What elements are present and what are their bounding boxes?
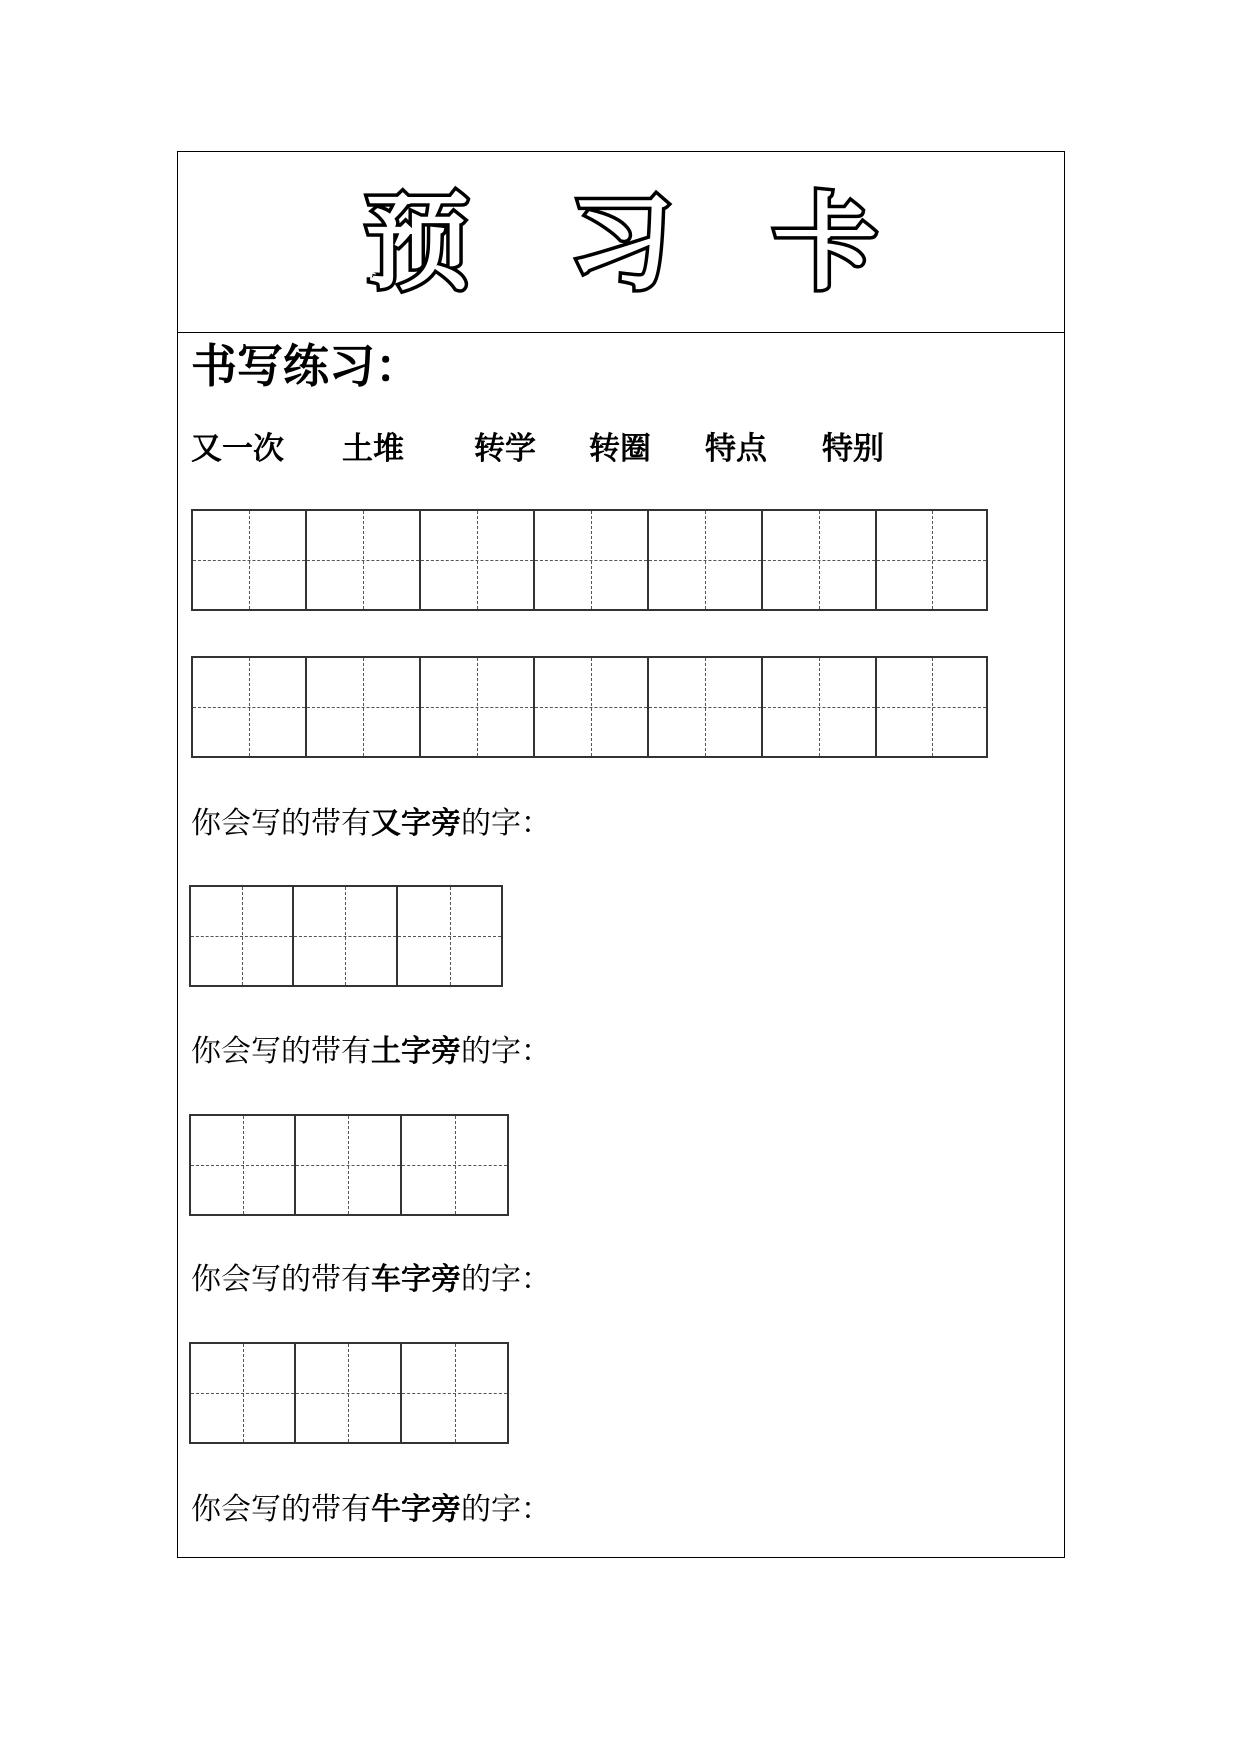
grid-cell[interactable]	[398, 887, 501, 985]
word-1: 又一次	[191, 431, 284, 467]
prompt-suffix: 的字：	[461, 1034, 551, 1069]
prompt-suffix: 的字：	[461, 1262, 551, 1297]
grid-cell[interactable]	[877, 511, 986, 609]
section-title: 书写练习：	[191, 339, 421, 393]
grid-cell[interactable]	[535, 511, 649, 609]
grid-cell[interactable]	[421, 511, 535, 609]
grid-cell[interactable]	[191, 1344, 296, 1442]
grid-cell[interactable]	[877, 658, 986, 756]
prompt-prefix: 你会写的带有	[191, 1034, 371, 1069]
grid-cell[interactable]	[191, 887, 294, 985]
title-char-3: 卡	[773, 181, 878, 304]
radical-grid-1[interactable]	[189, 885, 503, 987]
radical-prompt-3	[191, 1260, 551, 1300]
grid-cell[interactable]	[421, 658, 535, 756]
card-header	[178, 152, 1064, 333]
prompt-suffix: 的字：	[461, 806, 551, 841]
prompt-radical: 牛字旁	[371, 1492, 461, 1527]
word-3: 转学	[474, 431, 536, 467]
grid-cell[interactable]	[294, 887, 398, 985]
radical-prompt-4	[191, 1490, 551, 1530]
prompt-prefix: 你会写的带有	[191, 1262, 371, 1297]
writing-grid-row-2[interactable]	[191, 656, 988, 758]
title-char-1: 预	[364, 181, 469, 304]
prompt-radical: 车字旁	[371, 1262, 461, 1297]
grid-cell[interactable]	[535, 658, 649, 756]
title-char-2: 习	[568, 181, 673, 304]
word-4: 转圈	[589, 431, 651, 467]
grid-cell[interactable]	[649, 658, 763, 756]
prompt-suffix: 的字：	[461, 1492, 551, 1527]
grid-cell[interactable]	[763, 658, 877, 756]
radical-grid-3[interactable]	[189, 1342, 509, 1444]
radical-prompt-2	[191, 1032, 551, 1072]
grid-cell[interactable]	[193, 511, 307, 609]
grid-cell[interactable]	[402, 1116, 507, 1214]
writing-grid-row-1[interactable]	[191, 509, 988, 611]
card-title	[178, 152, 1064, 333]
prompt-radical: 又字旁	[371, 806, 461, 841]
grid-cell[interactable]	[649, 511, 763, 609]
grid-cell[interactable]	[763, 511, 877, 609]
prompt-prefix: 你会写的带有	[191, 806, 371, 841]
prompt-radical: 土字旁	[371, 1034, 461, 1069]
grid-cell[interactable]	[296, 1116, 402, 1214]
grid-cell[interactable]	[307, 511, 421, 609]
preview-card	[177, 151, 1065, 1558]
grid-cell[interactable]	[402, 1344, 507, 1442]
radical-grid-2[interactable]	[189, 1114, 509, 1216]
radical-prompt-1	[191, 804, 551, 844]
grid-cell[interactable]	[296, 1344, 402, 1442]
grid-cell[interactable]	[193, 658, 307, 756]
grid-cell[interactable]	[307, 658, 421, 756]
word-2: 土堆	[342, 431, 404, 467]
word-6: 特别	[822, 431, 884, 467]
grid-cell[interactable]	[191, 1116, 296, 1214]
prompt-prefix: 你会写的带有	[191, 1492, 371, 1527]
vocabulary-words	[191, 429, 1051, 469]
word-5: 特点	[705, 431, 767, 467]
